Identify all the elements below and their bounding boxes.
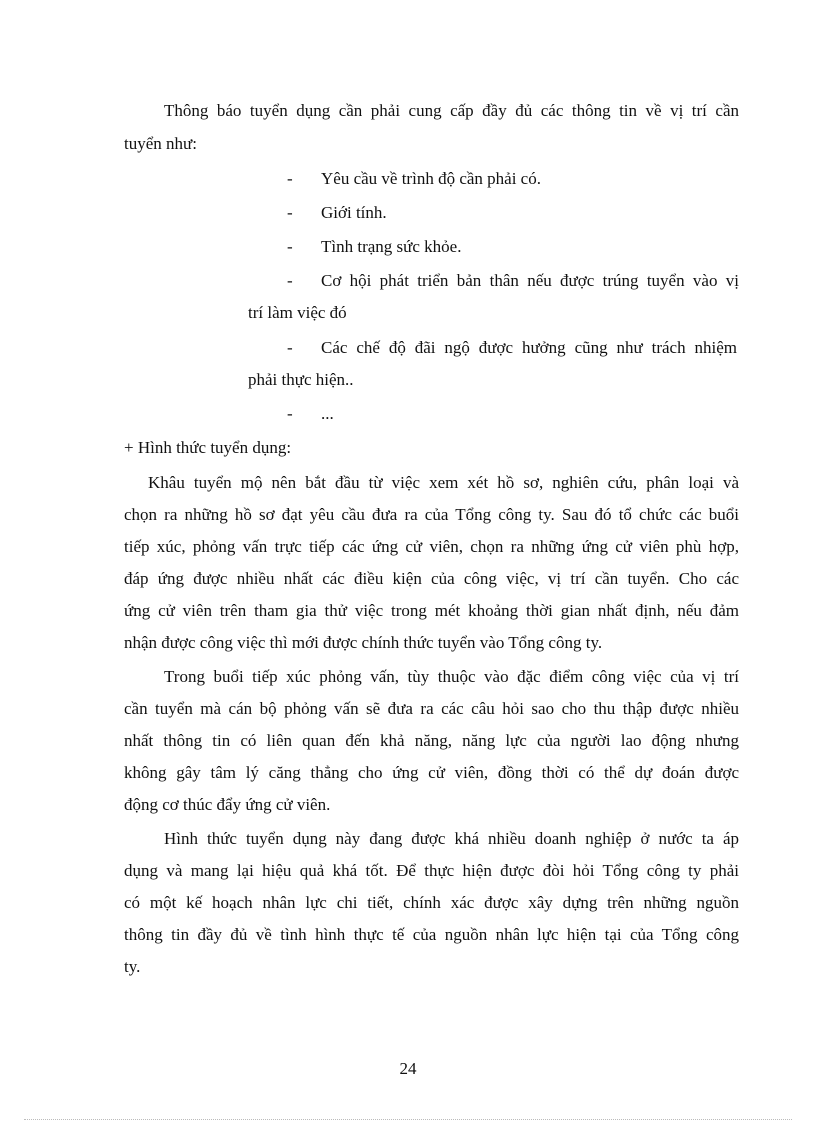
para2-line-5: động cơ thúc đẩy ứng cử viên. (124, 795, 331, 814)
para1-line-3: tiếp xúc, phỏng vấn trực tiếp các ứng cử viên, chọn ra những ứng cử viên phù hợp, (124, 537, 739, 556)
para3-line-1: Hình thức tuyển dụng này đang được khá nhiều doanh nghiệp ở nước ta áp (164, 829, 739, 848)
list-dash: - (287, 203, 293, 222)
para1-line-2: chọn ra những hồ sơ đạt yêu cầu đưa ra của Tổng công ty. Sau đó tổ chức các buổi (124, 505, 739, 524)
para2-line-1: Trong buổi tiếp xúc phỏng vấn, tùy thuộc vào đặc điểm công việc của vị trí (164, 667, 739, 686)
list-item-4-line-2: trí làm việc đó (248, 303, 347, 322)
intro-line-2: tuyển như: (124, 134, 197, 153)
para2-line-2: cần tuyển mà cán bộ phỏng vấn sẽ đưa ra các câu hỏi sao cho thu thập được nhiều (124, 699, 739, 718)
list-item-1: Yêu cầu về trình độ cần phải có. (321, 169, 541, 188)
page-bottom-divider (24, 1119, 792, 1120)
para2-line-4: không gây tâm lý căng thẳng cho ứng cử viên, đồng thời có thể dự đoán được (124, 763, 739, 782)
para1-line-1: Khâu tuyển mộ nên bắt đầu từ việc xem xét hồ sơ, nghiên cứu, phân loại và (148, 473, 739, 492)
list-item-4-line-1: Cơ hội phát triển bản thân nếu được trúng tuyển vào vị (321, 271, 739, 290)
list-item-5-line-1: Các chế độ đãi ngộ được hưởng cũng như trách nhiệm (321, 338, 737, 357)
list-item-6: ... (321, 404, 334, 423)
list-dash: - (287, 404, 293, 423)
para1-line-6: nhận được công việc thì mới được chính thức tuyển vào Tổng công ty. (124, 633, 603, 652)
para1-line-4: đáp ứng được nhiều nhất các điều kiện của công việc, vị trí cần tuyển. Cho các (124, 569, 739, 588)
para3-line-3: có một kế hoạch nhân lực chi tiết, chính xác được xây dựng trên những nguồn (124, 893, 739, 912)
para2-line-3: nhất thông tin có liên quan đến khả năng, năng lực của người lao động nhưng (124, 731, 739, 750)
list-item-3: Tình trạng sức khỏe. (321, 237, 462, 256)
para3-line-2: dụng và mang lại hiệu quả khá tốt. Để thực hiện được đòi hỏi Tổng công ty phải (124, 861, 739, 880)
para3-line-5: ty. (124, 957, 141, 976)
list-item-2: Giới tính. (321, 203, 387, 222)
para1-line-5: ứng cử viên trên tham gia thử việc trong mét khoảng thời gian nhất định, nếu đảm (124, 601, 739, 620)
page-number: 24 (399, 1059, 417, 1078)
list-dash: - (287, 271, 293, 290)
list-dash: - (287, 169, 293, 188)
list-dash: - (287, 338, 293, 357)
para3-line-4: thông tin đầy đủ về tình hình thực tế của nguồn nhân lực hiện tại của Tổng công (124, 925, 739, 944)
list-dash: - (287, 237, 293, 256)
list-item-5-line-2: phải thực hiện.. (248, 370, 354, 389)
section-heading: + Hình thức tuyển dụng: (124, 438, 292, 457)
intro-line-1: Thông báo tuyển dụng cần phải cung cấp đầy đủ các thông tin về vị trí cần (164, 101, 739, 120)
